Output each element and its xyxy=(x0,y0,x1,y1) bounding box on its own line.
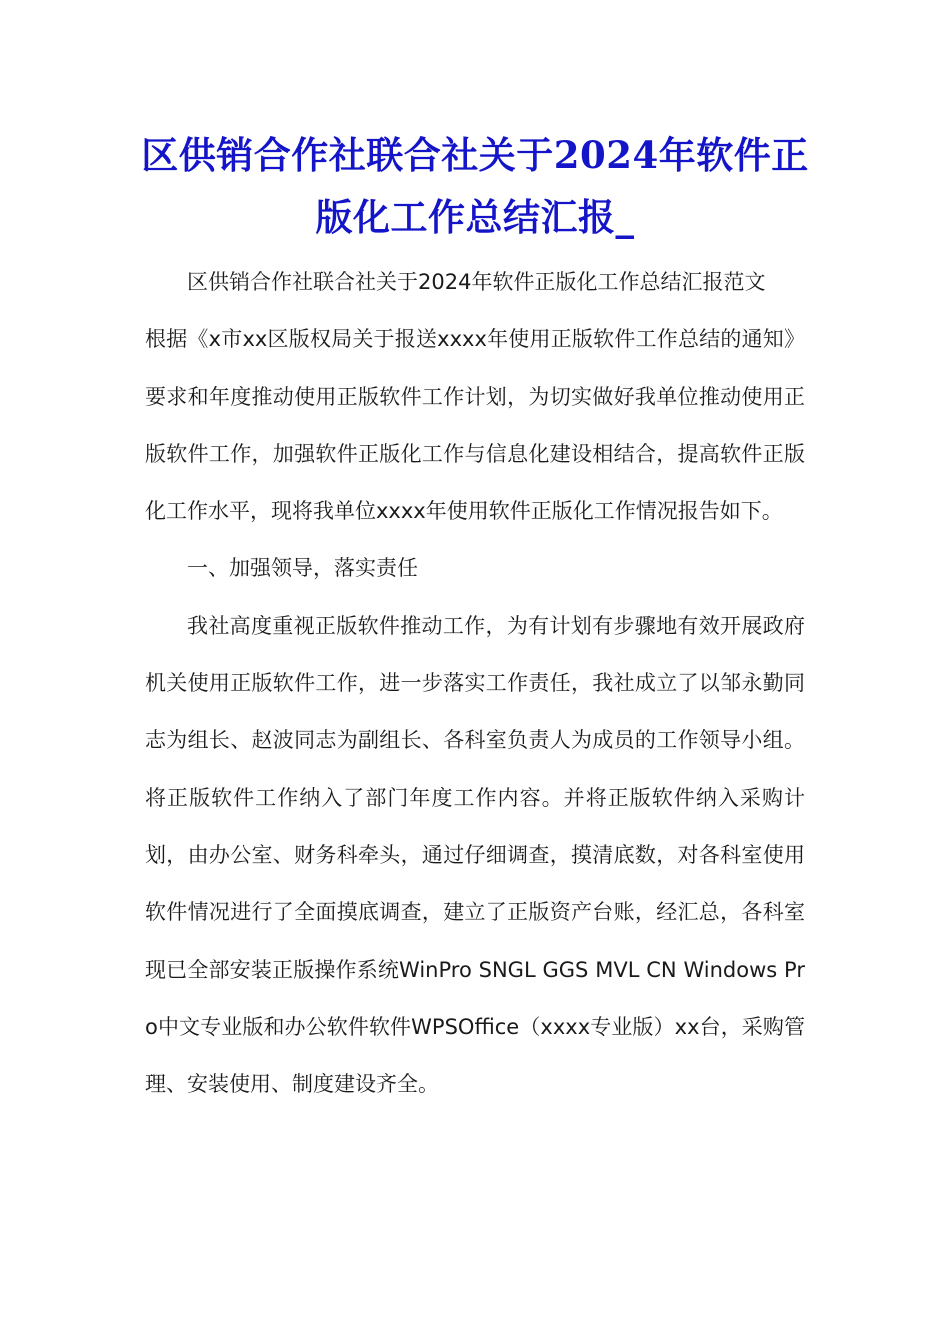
paragraph-heading-line: 区供销合作社联合社关于2024年软件正版化工作总结汇报范文 xyxy=(187,270,766,294)
section-heading: 一、加强领导，落实责任 xyxy=(187,556,418,581)
paragraph-intro: 根据《x市xx区版权局关于报送xxxx年使用正版软件工作总结的通知》要求和年度推动使用正版软件工作计划，为切实做好我单位推动使用正版软件工作，加强软件正版化工作与信息化建设相结合，提高软件正版化工作水平，现将我单位xxxx年使用软件正版化工作情况报告如下。 xyxy=(145,327,805,524)
document-title: 区供销合作社联合社关于2024年软件正版化工作总结汇报_ xyxy=(141,133,809,239)
paragraph-section-one: 我社高度重视正版软件推动工作，为有计划有步骤地有效开展政府机关使用正版软件工作，进一步落实工作责任，我社成立了以邹永勤同志为组长、赵波同志为副组长、各科室负责人为成员的工作领导小组。将正版软件工作纳入了部门年度工作内容。并将正版软件纳入采购计划，由办公室、财务科牵头，通过仔细调查，摸清底数，对各科室使用软件情况进行了全面摸底调查，建立了正版资产台账，经汇总，各科室现已全部安装正版操作系统WinPro SNGL GGS MVL CN Windows Pro中文专业版和办公软件软件WPSOffice（xxxx专业版）xx台，采购管理、安装使用、制度建设齐全。 xyxy=(145,613,805,1097)
document-body xyxy=(145,254,805,1113)
